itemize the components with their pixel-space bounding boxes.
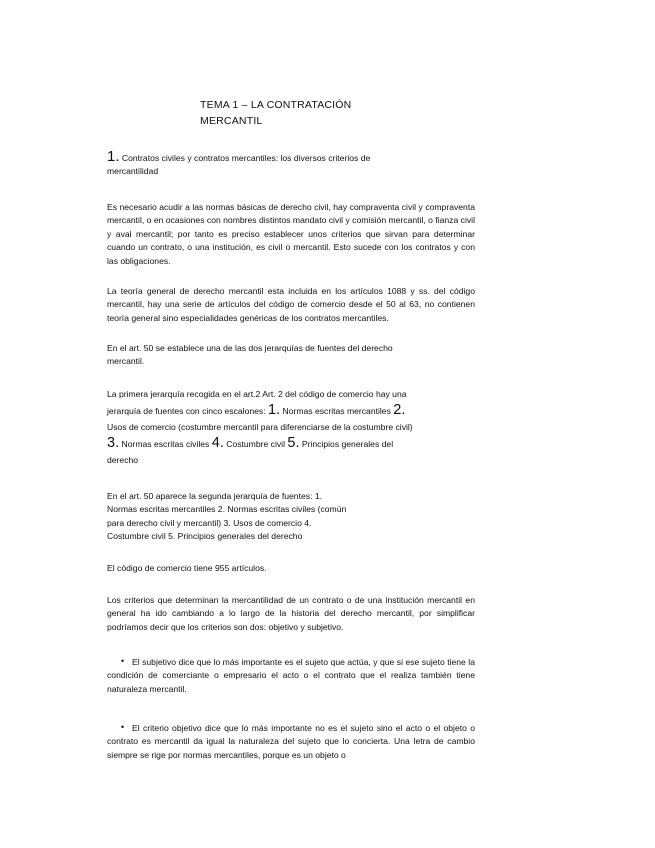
paragraph-5-line-3: para derecho civil y mercantil) 3. Usos de comercio 4.	[107, 517, 312, 528]
paragraph-5-line-1: En el art. 50 aparece la segunda jerarquía de fuentes: 1.	[107, 491, 322, 501]
paragraph-2: La teoría general de derecho mercantil esta incluida en los artículos 1088 y ss. del código mercantil, hay una serie de artículos del código de comercio desde el 50 al 63, no contienen teoría general sino especialidades genéricas de los contratos mercantiles.	[107, 286, 475, 323]
paragraph-4-line-1: La primera jerarquía recogida en el art.2 Art. 2 del código de comercio hay una	[107, 389, 407, 399]
paragraph-4-line-2-text: jerarquía de fuentes con cinco escalones:	[107, 405, 266, 416]
section-heading-line-1: Contratos civiles y contratos mercantiles: los diversos criterios de	[121, 153, 371, 163]
list-number-3: 3.	[107, 434, 120, 451]
paragraph-3-line-1: En el art. 50 se establece una de las dos jerarquías de fuentes del derecho	[107, 343, 393, 353]
paragraph-4	[107, 386, 475, 469]
paragraph-4-line-5: derecho	[107, 455, 139, 465]
list-number-1: 1.	[268, 401, 281, 418]
paragraph-5-line-4: Costumbre civil 5. Principios generales del derecho	[107, 531, 303, 542]
paragraph-4-line-3: Usos de comercio (costumbre mercantil para diferenciarse de la costumbre civil)	[107, 422, 413, 432]
list-item-1: Normas escritas mercantiles	[282, 405, 391, 416]
paragraph-3	[107, 342, 475, 369]
paragraph-1: Es necesario acudir a las normas básicas de derecho civil, hay compraventa civil y compraventa mercantil, o en ocasiones con nombres distintos mandato civil y comisión mercantil, o fianza civil y aval mercantil; por tanto es preciso establecer unos criterios que sirvan para determinar cuando un contrato, o una institución, es civil o mercantil. Esto sucede con los contratos y con las obligaciones.	[107, 202, 475, 266]
list-number-4: 4.	[211, 434, 224, 451]
document-title	[200, 97, 351, 129]
paragraph-5-line-2: Normas escritas mercantiles 2. Normas escritas civiles (común	[107, 504, 347, 515]
list-item-3: Normas escritas civiles	[121, 438, 210, 449]
paragraph-6: El código de comercio tiene 955 artículos.	[107, 563, 267, 573]
list-item-5: Principios generales del	[301, 438, 394, 449]
paragraph-3-line-2: mercantil.	[107, 356, 145, 367]
bullet-marker-2: •	[121, 722, 125, 732]
bullet-item-1: El subjetivo dice que lo más importante es el sujeto que actúa, y que si ese sujeto tiene la condición de comerciante o empresario el acto o el contrato que el realiza también tiene naturaleza mercantil.	[107, 657, 475, 694]
bullet-marker-1: •	[121, 656, 125, 666]
list-item-4: Costumbre civil	[226, 438, 285, 449]
list-number-2: 2.	[393, 401, 406, 418]
paragraph-7: Los criterios que determinan la mercantilidad de un contrato o de una institución mercantil en general ha ido cambiando a lo largo de la historia del derecho mercantil, por simplificar podríamos decir que los criterios son dos: objetivo y subjetivo.	[107, 595, 475, 632]
bullet-item-2: El criterio objetivo dice que lo más importante no es el sujeto sino el acto o el objeto o contrato es mercantil da igual la naturaleza del sujeto que lo concierta. Una letra de cambio siempre se rige por normas mercantiles, porque es un objeto o	[107, 723, 475, 760]
title-line-2: MERCANTIL	[200, 115, 263, 127]
section-heading	[107, 150, 475, 179]
paragraph-5	[107, 490, 475, 544]
section-heading-line-2: mercantilidad	[107, 166, 159, 177]
list-number-5: 5.	[287, 434, 300, 451]
title-line-1: TEMA 1 – LA CONTRATACIÓN	[200, 99, 352, 111]
section-number: 1.	[107, 148, 120, 165]
